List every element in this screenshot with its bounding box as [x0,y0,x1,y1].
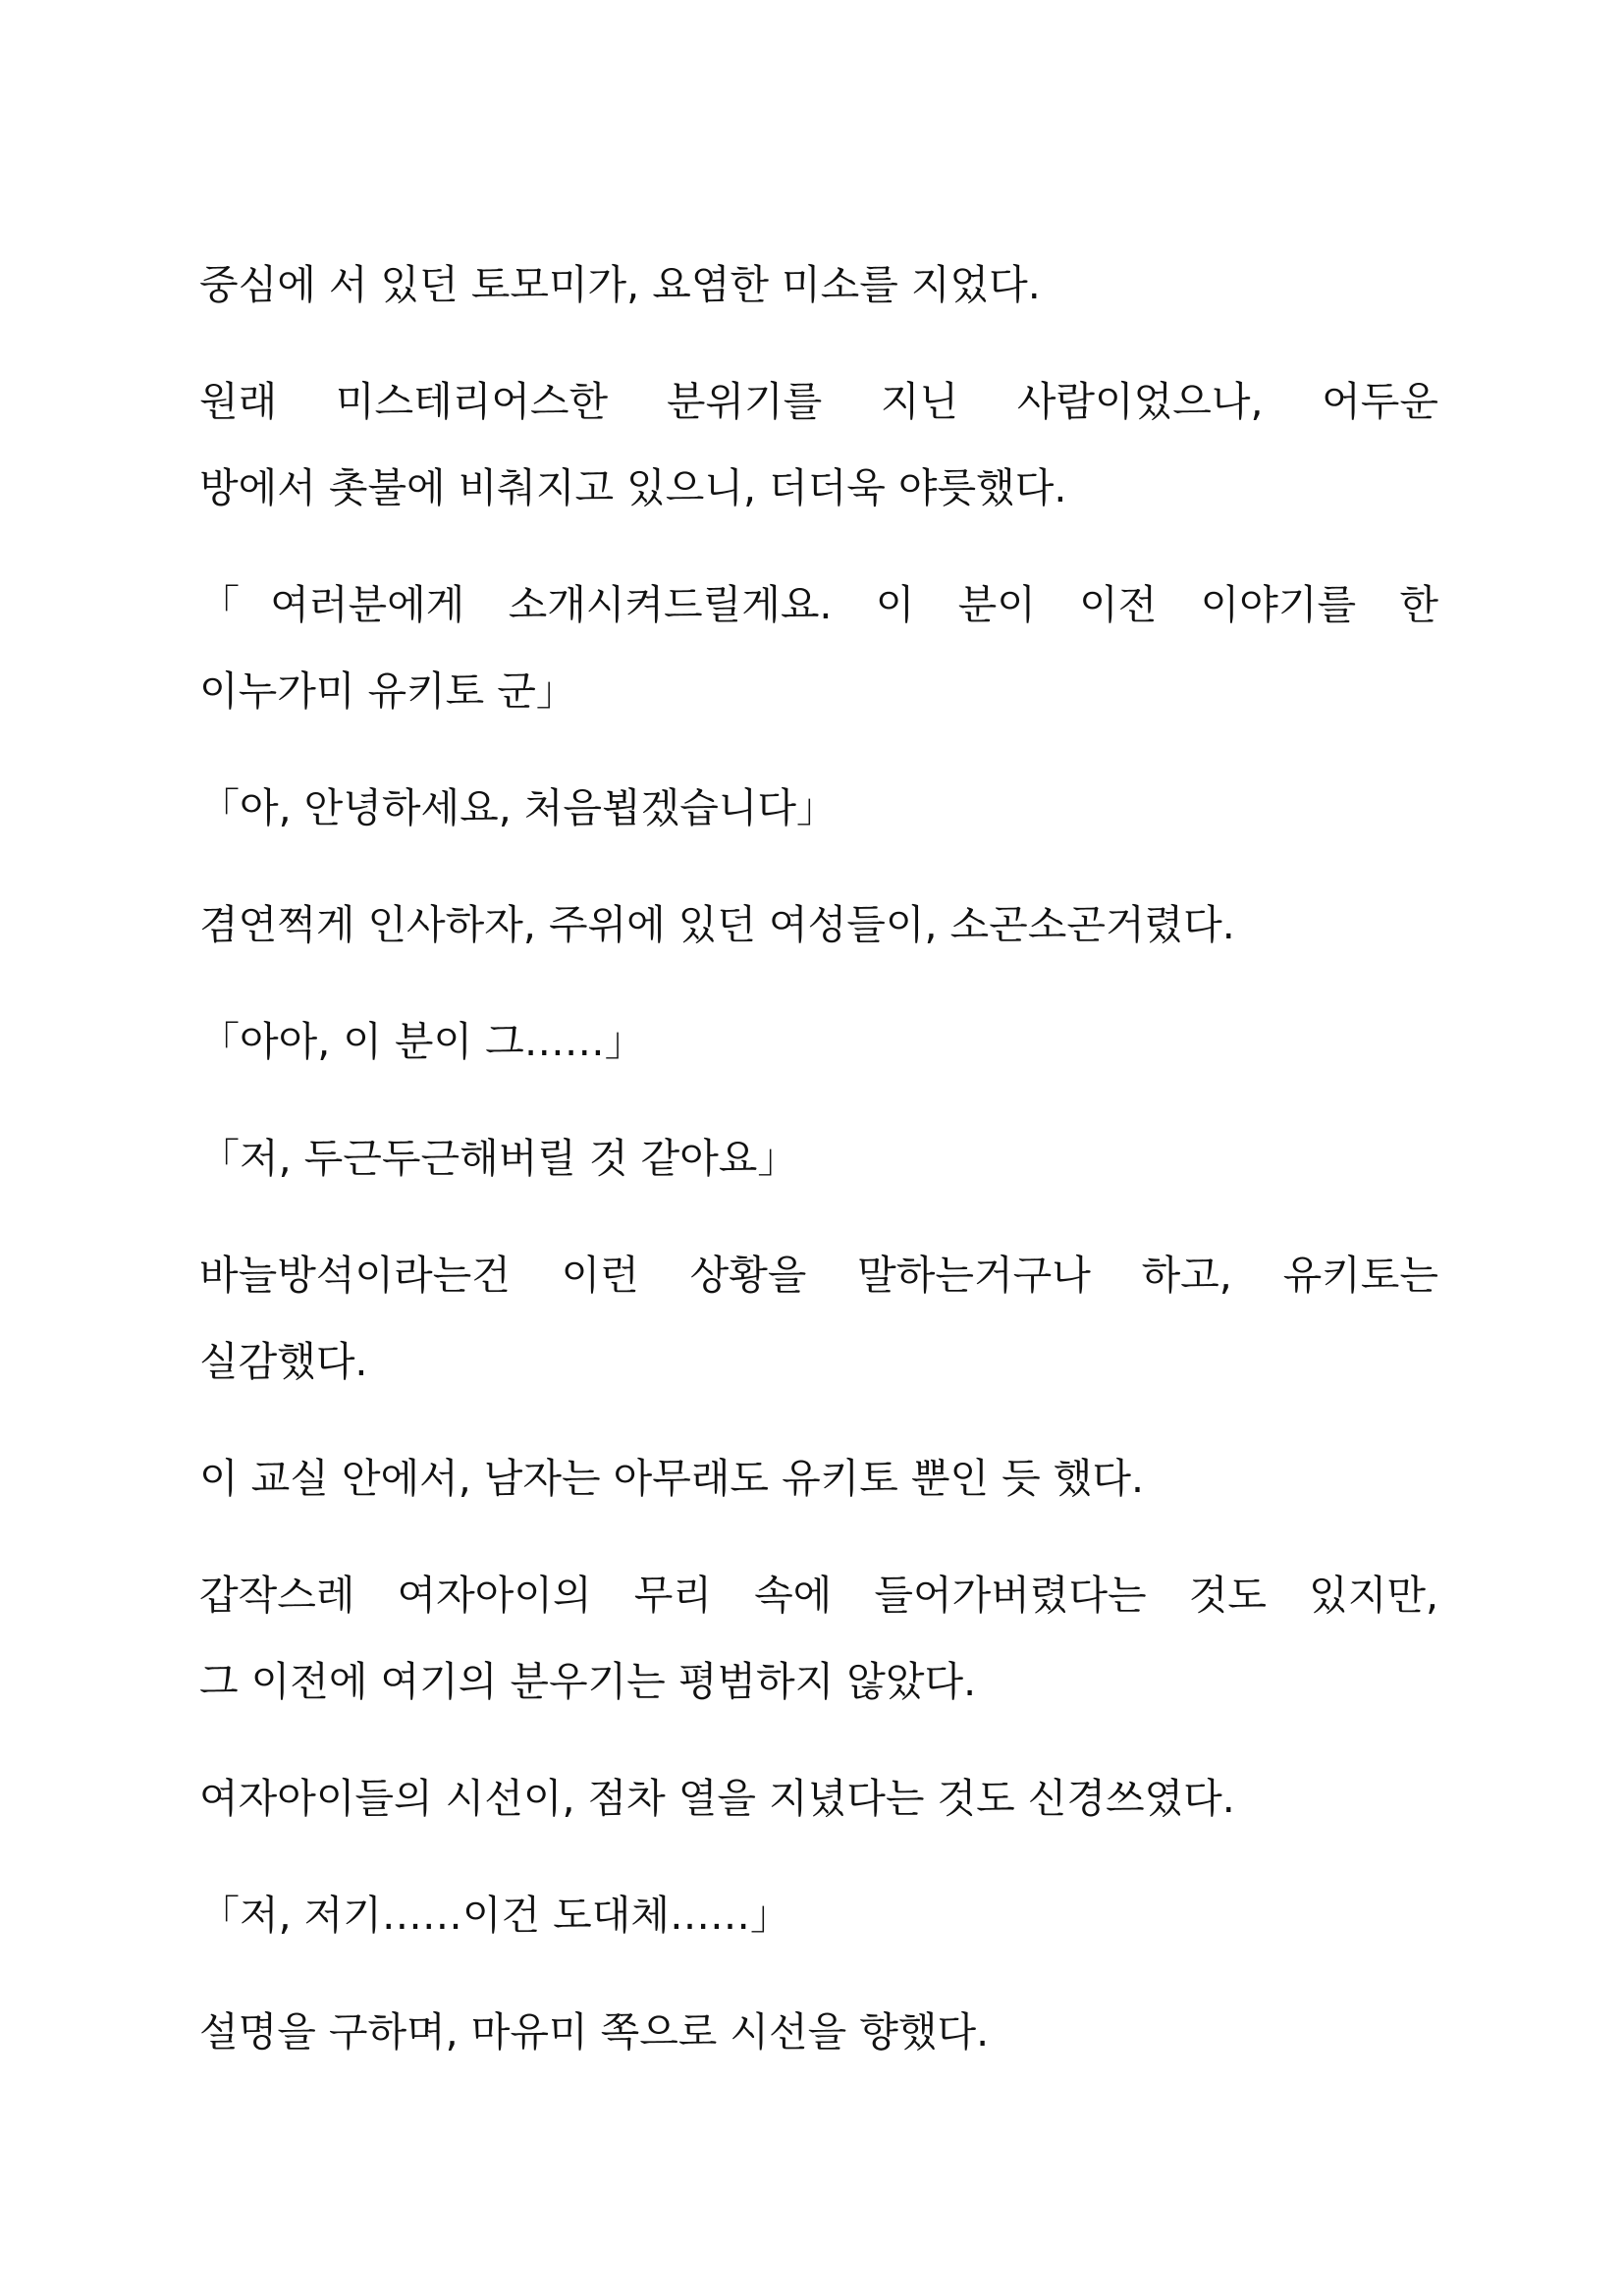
text-line: 그 이전에 여기의 분우기는 평범하지 않았다. [199,1658,977,1705]
paragraph [199,881,1438,968]
body-text [199,241,1438,2106]
text-line: 바늘방석이라는건 이런 상황을 말하는거구나 하고, 유키토는 [199,1252,1438,1299]
text-line: 중심에 서 있던 토모미가, 요염한 미소를 지었다. [199,261,1041,308]
text-line: 「아, 안녕하세요, 처음뵙겠습니다」 [199,784,838,831]
text-line: 「아아, 이 분이 그……」 [199,1018,645,1065]
paragraph [199,1989,1438,2075]
text-line: 설명을 구하며, 마유미 쪽으로 시선을 향했다. [199,2008,990,2056]
text-line: 갑작스레 여자아이의 무리 속에 들어가버렸다는 것도 있지만, [199,1572,1438,1619]
text-line: 「여러분에게 소개시켜드릴게요. 이 분이 이전 이야기를 한 [199,581,1438,628]
text-line: 이누가미 유키토 군」 [199,667,576,715]
text-line: 원래 미스테리어스한 분위기를 지닌 사람이었으나, 어두운 [199,378,1438,425]
text-line: 여자아이들의 시선이, 점차 열을 지녔다는 것도 신경쓰였다. [199,1775,1235,1822]
text-line: 「저, 저기……이건 도대체……」 [199,1892,790,1939]
text-line: 실감했다. [199,1338,368,1385]
text-line: 「저, 두근두근해버릴 것 같아요」 [199,1135,798,1182]
paragraph [199,1435,1438,1522]
paragraph [199,358,1438,531]
paragraph [199,1755,1438,1842]
paragraph [199,1552,1438,1725]
paragraph [199,1872,1438,1958]
paragraph [199,1232,1438,1405]
text-line: 이 교실 안에서, 남자는 아무래도 유키토 뿐인 듯 했다. [199,1455,1145,1502]
paragraph [199,765,1438,851]
paragraph [199,998,1438,1085]
paragraph [199,241,1438,328]
paragraph [199,561,1438,734]
paragraph [199,1115,1438,1201]
text-line: 겸연쩍게 인사하자, 주위에 있던 여성들이, 소곤소곤거렸다. [199,901,1235,948]
text-line: 방에서 촛불에 비춰지고 있으니, 더더욱 야릇했다. [199,464,1067,511]
